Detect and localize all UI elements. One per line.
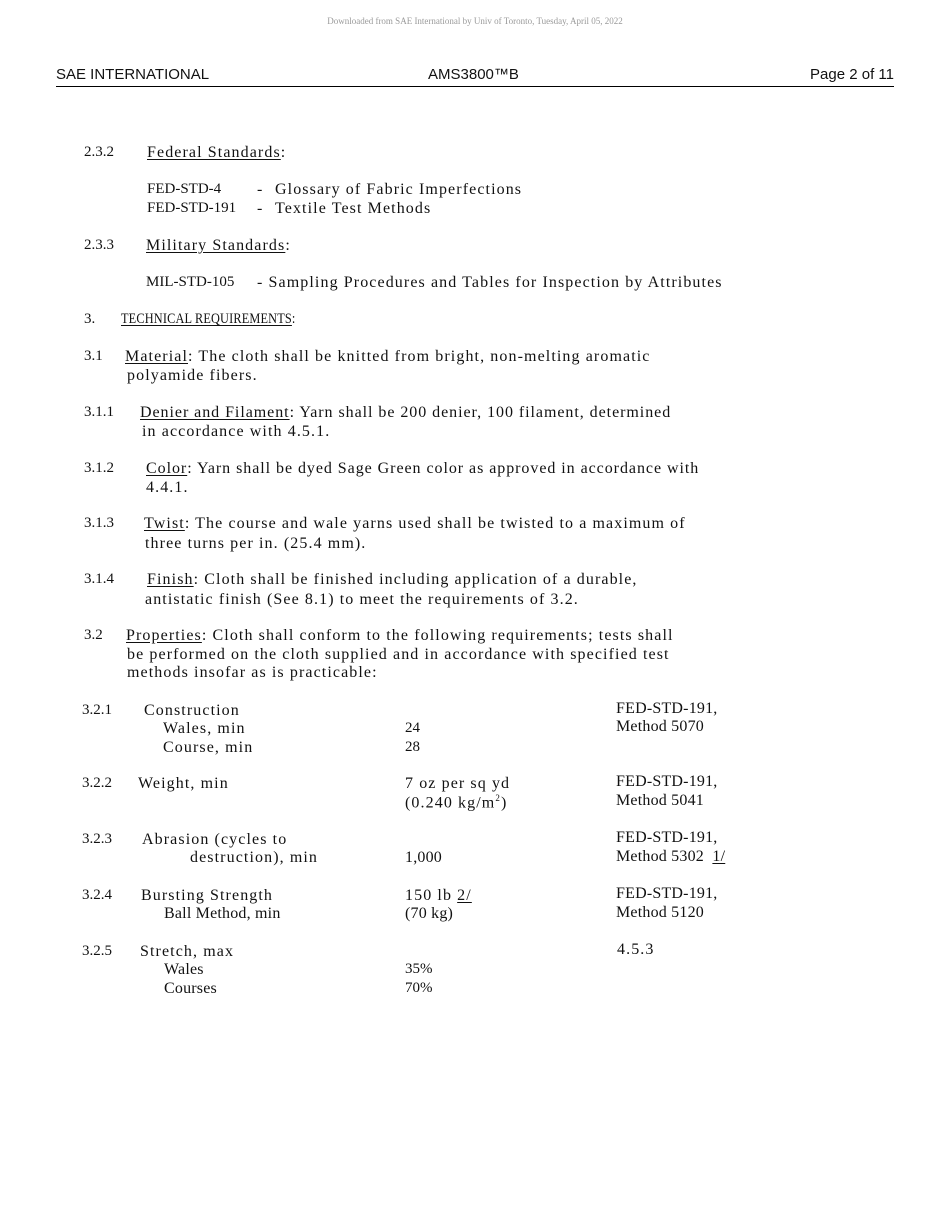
prop-3-2-2-val2 [405,793,507,812]
prop-3-2-4-sub1: Ball Method, min [164,905,281,922]
method-5302: Method 5302 [616,848,704,865]
prop-3-2-5-val1: 35% [405,961,433,977]
fed-std-4-desc: Glossary of Fabric Imperfections [275,181,523,198]
prop-3-2-2-method2: Method 5041 [616,792,704,809]
header-page-number: Page 2 of 11 [810,66,894,83]
prop-3-2-1-val2: 28 [405,739,420,755]
prop-3-2-5-number: 3.2.5 [82,943,112,959]
section-3-1-line2: polyamide fibers. [127,367,258,384]
section-3-1-3-title: Twist [144,515,185,532]
section-3-1-2-line2: 4.4.1. [146,479,189,496]
fed-std-191-dash: - [257,200,264,217]
header-rule [56,86,894,87]
close-paren: ) [500,794,508,812]
section-3-1-4-title: Finish [147,571,194,588]
prop-3-2-4-method1: FED-STD-191, [616,885,718,902]
section-3-1-number: 3.1 [84,348,103,364]
section-3-1-2-number: 3.1.2 [84,460,114,476]
prop-3-2-2-title: Weight, min [138,775,229,792]
footnote-1-ref: 1/ [712,848,726,865]
section-3-title: TECHNICAL REQUIREMENTS [121,311,292,327]
section-3-2-text: : Cloth shall conform to the following requirements; tests shall [201,627,674,644]
section-3-1-3-line1 [144,515,686,533]
section-2-3-2-title: Federal Standards [147,144,281,161]
section-3-1-1-text: : Yarn shall be 200 denier, 100 filament, determined [289,404,672,421]
prop-3-2-1-method2: Method 5070 [616,718,704,735]
colon: : [291,311,296,327]
colon: : [285,237,291,254]
prop-3-2-2-val1: 7 oz per sq yd [405,775,511,792]
mil-std-105-desc: - Sampling Procedures and Tables for Inspection by Attributes [257,274,723,291]
section-3-1-1-number: 3.1.1 [84,404,114,420]
prop-3-2-1-method1: FED-STD-191, [616,700,718,717]
section-3-1-line1 [125,348,650,366]
prop-3-2-4-method2: Method 5120 [616,904,704,921]
section-3-1-1-line1 [140,404,671,422]
section-3-1-2-line1 [146,460,699,478]
prop-3-2-3-title: Abrasion (cycles to [142,831,288,848]
section-3-1-3-text: : The course and wale yarns used shall be twisted to a maximum of [184,515,686,532]
prop-3-2-1-sub1: Wales, min [163,720,246,737]
superscript: 2 [495,793,501,803]
prop-3-2-5-title: Stretch, max [140,943,235,960]
section-3-1-2-title: Color [146,460,188,477]
colon: : [280,144,287,161]
footnote-2-ref: 2/ [457,887,472,904]
prop-3-2-3-method2 [616,848,725,866]
section-3-2-title: Properties [126,627,202,644]
prop-3-2-5-val2: 70% [405,980,433,996]
fed-std-191-code: FED-STD-191 [147,200,237,216]
prop-3-2-4-title: Bursting Strength [141,887,274,904]
prop-3-2-3-val1: 1,000 [405,849,442,866]
prop-3-2-1-val1: 24 [405,720,420,736]
prop-3-2-2-method1: FED-STD-191, [616,773,718,790]
prop-3-2-3-sub1: destruction), min [190,849,319,866]
prop-3-2-1-sub2: Course, min [163,739,254,756]
prop-3-2-3-number: 3.2.3 [82,831,112,847]
section-3-2-line2: be performed on the cloth supplied and in accordance with specified test [127,646,670,663]
prop-3-2-4-number: 3.2.4 [82,887,112,903]
fed-std-4-code: FED-STD-4 [147,181,222,197]
header-doc-id: AMS3800™B [428,66,519,83]
section-3-heading [121,311,295,328]
section-3-1-4-number: 3.1.4 [84,571,114,587]
section-2-3-3-number: 2.3.3 [84,237,114,253]
mil-std-105-code: MIL-STD-105 [146,274,235,290]
section-3-number: 3. [84,311,96,327]
weight-metric: (0.240 kg/m [405,794,496,812]
section-2-3-2-heading [147,144,286,162]
section-3-1-text: : The cloth shall be knitted from bright, non-melting aromatic [188,348,651,365]
prop-3-2-4-val1 [405,887,472,905]
section-3-1-4-text: : Cloth shall be finished including application of a durable, [193,571,638,588]
fed-std-4-dash: - [257,181,264,198]
prop-3-2-2-number: 3.2.2 [82,775,112,791]
section-2-3-2-number: 2.3.2 [84,144,114,160]
fed-std-191-desc: Textile Test Methods [275,200,432,217]
section-3-1-4-line2: antistatic finish (See 8.1) to meet the requirements of 3.2. [145,591,579,608]
section-3-2-line3: methods insofar as is practicable: [127,664,378,681]
section-3-1-4-line1 [147,571,638,589]
header-org: SAE INTERNATIONAL [56,66,210,83]
prop-3-2-1-number: 3.2.1 [82,702,112,718]
prop-3-2-3-method1: FED-STD-191, [616,829,718,846]
section-3-1-1-title: Denier and Filament [140,404,290,421]
section-2-3-3-heading [146,237,291,255]
prop-3-2-4-val2: (70 kg) [405,905,454,922]
prop-3-2-5-method1: 4.5.3 [617,941,655,958]
prop-3-2-5-sub2: Courses [164,980,217,997]
section-2-3-3-title: Military Standards [146,237,286,254]
bursting-value: 150 lb [405,887,453,904]
prop-3-2-1-title: Construction [144,702,240,719]
section-3-1-2-text: : Yarn shall be dyed Sage Green color as approved in accordance with [187,460,700,477]
download-notice: Downloaded from SAE International by Univ of Toronto, Tuesday, April 05, 2022 [327,16,623,26]
section-3-1-3-line2: three turns per in. (25.4 mm). [145,535,367,552]
section-3-2-line1 [126,627,674,645]
section-3-1-3-number: 3.1.3 [84,515,114,531]
section-3-1-1-line2: in accordance with 4.5.1. [142,423,331,440]
section-3-2-number: 3.2 [84,627,103,643]
section-3-1-title: Material [125,348,188,365]
prop-3-2-5-sub1: Wales [164,961,204,978]
